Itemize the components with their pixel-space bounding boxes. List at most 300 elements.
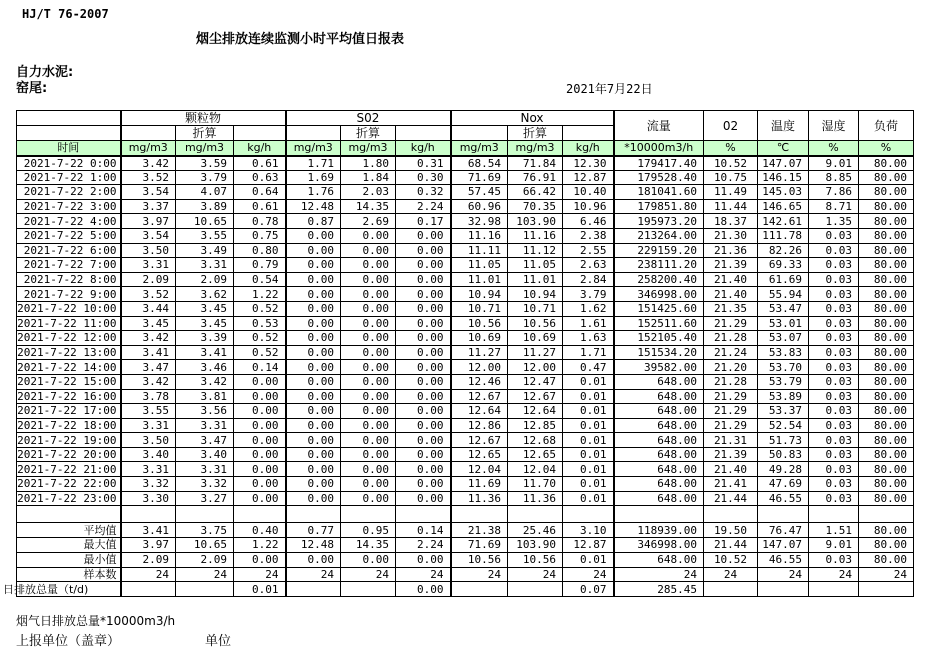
value-cell: 0.07 <box>563 582 614 597</box>
value-cell: 0.03 <box>809 389 859 404</box>
value-cell: 80.00 <box>859 523 914 538</box>
value-cell: 12.87 <box>563 538 614 553</box>
value-cell: 0.03 <box>809 418 859 433</box>
value-cell: 0.00 <box>341 418 396 433</box>
unit-cell: ℃ <box>758 141 809 156</box>
value-cell: 39582.00 <box>614 360 704 375</box>
empty-cell <box>286 506 341 523</box>
empty-cell <box>396 506 451 523</box>
value-cell: 80.00 <box>859 491 914 506</box>
value-cell: 3.42 <box>176 374 234 389</box>
value-cell: 3.27 <box>176 491 234 506</box>
empty-cell <box>859 506 914 523</box>
table-row <box>17 258 914 273</box>
value-cell: 0.00 <box>234 462 286 477</box>
header-humidity: 湿度 <box>809 111 859 141</box>
value-cell: 0.00 <box>396 243 451 258</box>
value-cell: 12.30 <box>563 156 614 171</box>
value-cell: 0.03 <box>809 552 859 567</box>
value-cell: 0.03 <box>809 433 859 448</box>
value-cell: 80.00 <box>859 228 914 243</box>
value-cell: 14.35 <box>341 538 396 553</box>
empty-cell <box>176 506 234 523</box>
value-cell: 142.61 <box>758 214 809 229</box>
value-cell: 0.01 <box>563 447 614 462</box>
unit-cell: kg/h <box>396 141 451 156</box>
summary-label: 最大值 <box>17 538 121 553</box>
summary-row <box>17 523 914 538</box>
time-cell: 2021-7-22 22:00 <box>17 477 121 492</box>
value-cell: 12.65 <box>508 447 563 462</box>
value-cell: 10.94 <box>508 287 563 302</box>
value-cell: 0.00 <box>286 316 341 331</box>
value-cell: 0.00 <box>286 258 341 273</box>
time-cell: 2021-7-22 0:00 <box>17 156 121 171</box>
value-cell: 1.76 <box>286 185 341 200</box>
standard-code: HJ/T 76-2007 <box>22 7 109 21</box>
value-cell: 0.64 <box>234 185 286 200</box>
value-cell: 1.62 <box>563 301 614 316</box>
value-cell: 3.97 <box>121 214 176 229</box>
unit-cell: % <box>859 141 914 156</box>
value-cell: 3.42 <box>121 331 176 346</box>
unit-label: 单位 <box>205 634 232 649</box>
value-cell: 146.15 <box>758 170 809 185</box>
value-cell: 11.36 <box>451 491 508 506</box>
value-cell: 12.48 <box>286 199 341 214</box>
header-load: 负荷 <box>859 111 914 141</box>
value-cell: 0.00 <box>286 345 341 360</box>
header-group-particulate: 颗粒物 <box>121 111 286 126</box>
value-cell <box>341 582 396 597</box>
value-cell: 0.03 <box>809 272 859 287</box>
value-cell: 145.03 <box>758 185 809 200</box>
value-cell: 181041.60 <box>614 185 704 200</box>
value-cell: 0.03 <box>809 345 859 360</box>
value-cell: 80.00 <box>859 374 914 389</box>
value-cell: 24 <box>809 567 859 582</box>
value-cell: 0.00 <box>396 316 451 331</box>
value-cell: 24 <box>286 567 341 582</box>
value-cell: 103.90 <box>508 538 563 553</box>
value-cell: 21.36 <box>704 243 758 258</box>
value-cell: 2.63 <box>563 258 614 273</box>
value-cell: 12.48 <box>286 538 341 553</box>
value-cell: 0.00 <box>341 374 396 389</box>
table-row <box>17 433 914 448</box>
table-row <box>17 331 914 346</box>
empty-cell <box>234 506 286 523</box>
value-cell: 21.29 <box>704 404 758 419</box>
value-cell: 3.49 <box>176 243 234 258</box>
value-cell: 10.65 <box>176 214 234 229</box>
value-cell: 0.00 <box>341 331 396 346</box>
value-cell: 21.31 <box>704 433 758 448</box>
value-cell: 11.01 <box>451 272 508 287</box>
unit-cell: kg/h <box>234 141 286 156</box>
value-cell: 53.37 <box>758 404 809 419</box>
value-cell: 10.69 <box>451 331 508 346</box>
value-cell: 12.67 <box>451 433 508 448</box>
value-cell: 3.41 <box>121 345 176 360</box>
value-cell: 0.03 <box>809 447 859 462</box>
value-cell: 2.38 <box>563 228 614 243</box>
value-cell: 3.46 <box>176 360 234 375</box>
value-cell: 82.26 <box>758 243 809 258</box>
value-cell: 80.00 <box>859 170 914 185</box>
value-cell: 25.46 <box>508 523 563 538</box>
value-cell: 3.30 <box>121 491 176 506</box>
value-cell: 3.40 <box>121 447 176 462</box>
value-cell: 24 <box>396 567 451 582</box>
header-o2: 02 <box>704 111 758 141</box>
table-row <box>17 345 914 360</box>
value-cell: 21.40 <box>704 272 758 287</box>
value-cell: 0.03 <box>809 404 859 419</box>
value-cell: 10.94 <box>451 287 508 302</box>
value-cell: 0.00 <box>286 477 341 492</box>
value-cell: 0.75 <box>234 228 286 243</box>
value-cell: 3.78 <box>121 389 176 404</box>
value-cell: 0.03 <box>809 360 859 375</box>
value-cell: 0.01 <box>234 582 286 597</box>
value-cell: 21.44 <box>704 538 758 553</box>
table-row <box>17 272 914 287</box>
value-cell: 0.00 <box>286 447 341 462</box>
value-cell: 14.35 <box>341 199 396 214</box>
value-cell: 0.00 <box>234 447 286 462</box>
value-cell: 1.71 <box>563 345 614 360</box>
value-cell: 3.59 <box>176 156 234 171</box>
value-cell: 0.00 <box>396 287 451 302</box>
value-cell: 3.32 <box>176 477 234 492</box>
value-cell: 0.00 <box>234 477 286 492</box>
empty-cell <box>508 506 563 523</box>
value-cell: 152511.60 <box>614 316 704 331</box>
value-cell: 0.52 <box>234 301 286 316</box>
value-cell: 10.56 <box>451 552 508 567</box>
value-cell: 10.75 <box>704 170 758 185</box>
value-cell: 76.91 <box>508 170 563 185</box>
summary-label: 日排放总量（t/d) <box>17 582 121 597</box>
value-cell: 46.55 <box>758 552 809 567</box>
value-cell: 50.83 <box>758 447 809 462</box>
value-cell: 10.56 <box>508 316 563 331</box>
summary-label: 样本数 <box>17 567 121 582</box>
value-cell: 3.31 <box>176 258 234 273</box>
value-cell: 46.55 <box>758 491 809 506</box>
time-cell: 2021-7-22 21:00 <box>17 462 121 477</box>
value-cell: 0.31 <box>396 156 451 171</box>
value-cell: 0.00 <box>396 228 451 243</box>
unit-cell: mg/m3 <box>121 141 176 156</box>
value-cell: 0.32 <box>396 185 451 200</box>
value-cell <box>859 582 914 597</box>
value-cell: 0.00 <box>396 477 451 492</box>
value-cell <box>176 582 234 597</box>
time-cell: 2021-7-22 1:00 <box>17 170 121 185</box>
table-row <box>17 228 914 243</box>
value-cell: 1.84 <box>341 170 396 185</box>
value-cell: 0.54 <box>234 272 286 287</box>
table-row <box>17 477 914 492</box>
header-converted-nox: 折算 <box>508 126 563 141</box>
value-cell: 66.42 <box>508 185 563 200</box>
value-cell: 24 <box>234 567 286 582</box>
value-cell: 12.86 <box>451 418 508 433</box>
header-empty-cell <box>234 126 286 141</box>
time-cell: 2021-7-22 18:00 <box>17 418 121 433</box>
value-cell: 3.31 <box>121 258 176 273</box>
summary-label: 最小值 <box>17 552 121 567</box>
value-cell: 0.01 <box>563 418 614 433</box>
value-cell: 80.00 <box>859 462 914 477</box>
value-cell: 12.67 <box>451 389 508 404</box>
value-cell: 21.39 <box>704 447 758 462</box>
value-cell: 3.45 <box>176 301 234 316</box>
value-cell: 76.47 <box>758 523 809 538</box>
table-row <box>17 243 914 258</box>
value-cell: 179528.40 <box>614 170 704 185</box>
value-cell: 0.77 <box>286 523 341 538</box>
value-cell: 21.30 <box>704 228 758 243</box>
value-cell: 1.69 <box>286 170 341 185</box>
table-row <box>17 199 914 214</box>
value-cell: 0.00 <box>341 258 396 273</box>
value-cell: 0.00 <box>286 272 341 287</box>
value-cell: 69.33 <box>758 258 809 273</box>
company-label: 自力水泥: <box>16 65 74 80</box>
time-cell: 2021-7-22 10:00 <box>17 301 121 316</box>
value-cell: 0.52 <box>234 345 286 360</box>
value-cell: 24 <box>508 567 563 582</box>
value-cell: 1.71 <box>286 156 341 171</box>
value-cell: 118939.00 <box>614 523 704 538</box>
value-cell: 1.80 <box>341 156 396 171</box>
table-row <box>17 447 914 462</box>
value-cell: 80.00 <box>859 418 914 433</box>
value-cell: 0.00 <box>396 462 451 477</box>
value-cell: 3.89 <box>176 199 234 214</box>
value-cell: 3.40 <box>176 447 234 462</box>
value-cell: 103.90 <box>508 214 563 229</box>
table-row <box>17 301 914 316</box>
value-cell: 0.01 <box>563 433 614 448</box>
value-cell: 10.69 <box>508 331 563 346</box>
unit-cell: % <box>809 141 859 156</box>
value-cell: 80.00 <box>859 301 914 316</box>
value-cell: 0.00 <box>341 447 396 462</box>
header-empty-cell <box>17 111 121 126</box>
value-cell: 24 <box>121 567 176 582</box>
empty-cell <box>563 506 614 523</box>
time-cell: 2021-7-22 6:00 <box>17 243 121 258</box>
table-row <box>17 462 914 477</box>
table-row <box>17 418 914 433</box>
value-cell: 24 <box>704 567 758 582</box>
value-cell: 346998.00 <box>614 538 704 553</box>
table-row <box>17 156 914 171</box>
value-cell: 10.65 <box>176 538 234 553</box>
value-cell: 151534.20 <box>614 345 704 360</box>
empty-cell <box>121 506 176 523</box>
value-cell: 3.52 <box>121 170 176 185</box>
value-cell: 80.00 <box>859 185 914 200</box>
value-cell: 12.00 <box>451 360 508 375</box>
value-cell: 24 <box>451 567 508 582</box>
value-cell: 2.09 <box>121 552 176 567</box>
time-cell: 2021-7-22 8:00 <box>17 272 121 287</box>
value-cell: 648.00 <box>614 462 704 477</box>
value-cell: 648.00 <box>614 477 704 492</box>
flow-total-note: 烟气日排放总量*10000m3/h <box>16 614 176 628</box>
value-cell: 3.50 <box>121 243 176 258</box>
value-cell: 53.83 <box>758 345 809 360</box>
time-column-header: 时间 <box>17 141 121 156</box>
value-cell: 0.00 <box>341 272 396 287</box>
table-row <box>17 214 914 229</box>
value-cell: 80.00 <box>859 477 914 492</box>
value-cell: 285.45 <box>614 582 704 597</box>
value-cell: 0.00 <box>286 433 341 448</box>
value-cell <box>809 582 859 597</box>
value-cell: 18.37 <box>704 214 758 229</box>
time-cell: 2021-7-22 5:00 <box>17 228 121 243</box>
value-cell: 3.97 <box>121 538 176 553</box>
value-cell <box>508 582 563 597</box>
value-cell: 0.14 <box>234 360 286 375</box>
value-cell: 0.00 <box>396 345 451 360</box>
value-cell: 3.55 <box>121 404 176 419</box>
time-cell: 2021-7-22 3:00 <box>17 199 121 214</box>
value-cell: 2.55 <box>563 243 614 258</box>
value-cell: 0.00 <box>341 462 396 477</box>
value-cell: 0.40 <box>234 523 286 538</box>
value-cell: 0.00 <box>396 433 451 448</box>
value-cell: 21.44 <box>704 491 758 506</box>
empty-cell <box>704 506 758 523</box>
value-cell: 10.96 <box>563 199 614 214</box>
value-cell: 11.16 <box>451 228 508 243</box>
value-cell: 179851.80 <box>614 199 704 214</box>
value-cell: 346998.00 <box>614 287 704 302</box>
value-cell: 0.17 <box>396 214 451 229</box>
value-cell: 0.00 <box>286 491 341 506</box>
value-cell: 53.70 <box>758 360 809 375</box>
value-cell: 3.41 <box>121 523 176 538</box>
value-cell: 9.01 <box>809 156 859 171</box>
time-cell: 2021-7-22 4:00 <box>17 214 121 229</box>
table-row <box>17 170 914 185</box>
value-cell: 80.00 <box>859 258 914 273</box>
summary-row <box>17 552 914 567</box>
header-empty-cell <box>17 126 121 141</box>
value-cell: 0.61 <box>234 199 286 214</box>
value-cell: 53.07 <box>758 331 809 346</box>
value-cell: 21.39 <box>704 258 758 273</box>
value-cell: 24 <box>176 567 234 582</box>
value-cell <box>704 582 758 597</box>
value-cell: 32.98 <box>451 214 508 229</box>
header-empty-cell <box>396 126 451 141</box>
value-cell: 11.27 <box>451 345 508 360</box>
value-cell: 12.67 <box>508 389 563 404</box>
value-cell: 0.00 <box>286 228 341 243</box>
value-cell: 11.70 <box>508 477 563 492</box>
value-cell: 11.12 <box>508 243 563 258</box>
time-cell: 2021-7-22 20:00 <box>17 447 121 462</box>
value-cell: 24 <box>341 567 396 582</box>
empty-cell <box>17 506 121 523</box>
value-cell: 0.00 <box>286 243 341 258</box>
report-date: 2021年7月22日 <box>566 82 653 96</box>
value-cell: 21.29 <box>704 316 758 331</box>
table-row <box>17 374 914 389</box>
value-cell: 0.01 <box>563 389 614 404</box>
value-cell: 0.00 <box>396 404 451 419</box>
value-cell: 648.00 <box>614 418 704 433</box>
value-cell: 3.62 <box>176 287 234 302</box>
value-cell: 21.35 <box>704 301 758 316</box>
empty-cell <box>758 506 809 523</box>
value-cell: 0.78 <box>234 214 286 229</box>
value-cell: 0.87 <box>286 214 341 229</box>
value-cell: 12.46 <box>451 374 508 389</box>
value-cell: 3.10 <box>563 523 614 538</box>
value-cell: 3.41 <box>176 345 234 360</box>
value-cell: 0.03 <box>809 228 859 243</box>
empty-cell <box>809 506 859 523</box>
table-row <box>17 360 914 375</box>
value-cell: 151425.60 <box>614 301 704 316</box>
value-cell: 80.00 <box>859 272 914 287</box>
value-cell: 0.30 <box>396 170 451 185</box>
value-cell: 21.28 <box>704 374 758 389</box>
value-cell: 1.35 <box>809 214 859 229</box>
value-cell: 0.00 <box>286 374 341 389</box>
value-cell: 0.00 <box>341 491 396 506</box>
value-cell: 80.00 <box>859 552 914 567</box>
value-cell: 0.00 <box>234 491 286 506</box>
value-cell: 3.54 <box>121 185 176 200</box>
value-cell: 0.00 <box>396 491 451 506</box>
value-cell: 0.00 <box>234 552 286 567</box>
value-cell: 0.03 <box>809 258 859 273</box>
value-cell: 71.84 <box>508 156 563 171</box>
value-cell: 11.36 <box>508 491 563 506</box>
value-cell: 21.28 <box>704 331 758 346</box>
unit-cell: mg/m3 <box>508 141 563 156</box>
empty-cell <box>341 506 396 523</box>
value-cell: 80.00 <box>859 404 914 419</box>
value-cell: 0.03 <box>809 477 859 492</box>
reporting-unit-label: 上报单位（盖章） <box>16 634 121 649</box>
value-cell: 24 <box>859 567 914 582</box>
value-cell: 0.14 <box>396 523 451 538</box>
value-cell: 0.03 <box>809 331 859 346</box>
value-cell: 0.03 <box>809 462 859 477</box>
value-cell: 11.16 <box>508 228 563 243</box>
value-cell: 2.09 <box>176 272 234 287</box>
value-cell: 2.69 <box>341 214 396 229</box>
table-row <box>17 389 914 404</box>
header-converted-so2: 折算 <box>341 126 396 141</box>
value-cell: 10.56 <box>451 316 508 331</box>
value-cell: 0.03 <box>809 316 859 331</box>
summary-row <box>17 582 914 597</box>
table-row <box>17 185 914 200</box>
time-cell: 2021-7-22 7:00 <box>17 258 121 273</box>
